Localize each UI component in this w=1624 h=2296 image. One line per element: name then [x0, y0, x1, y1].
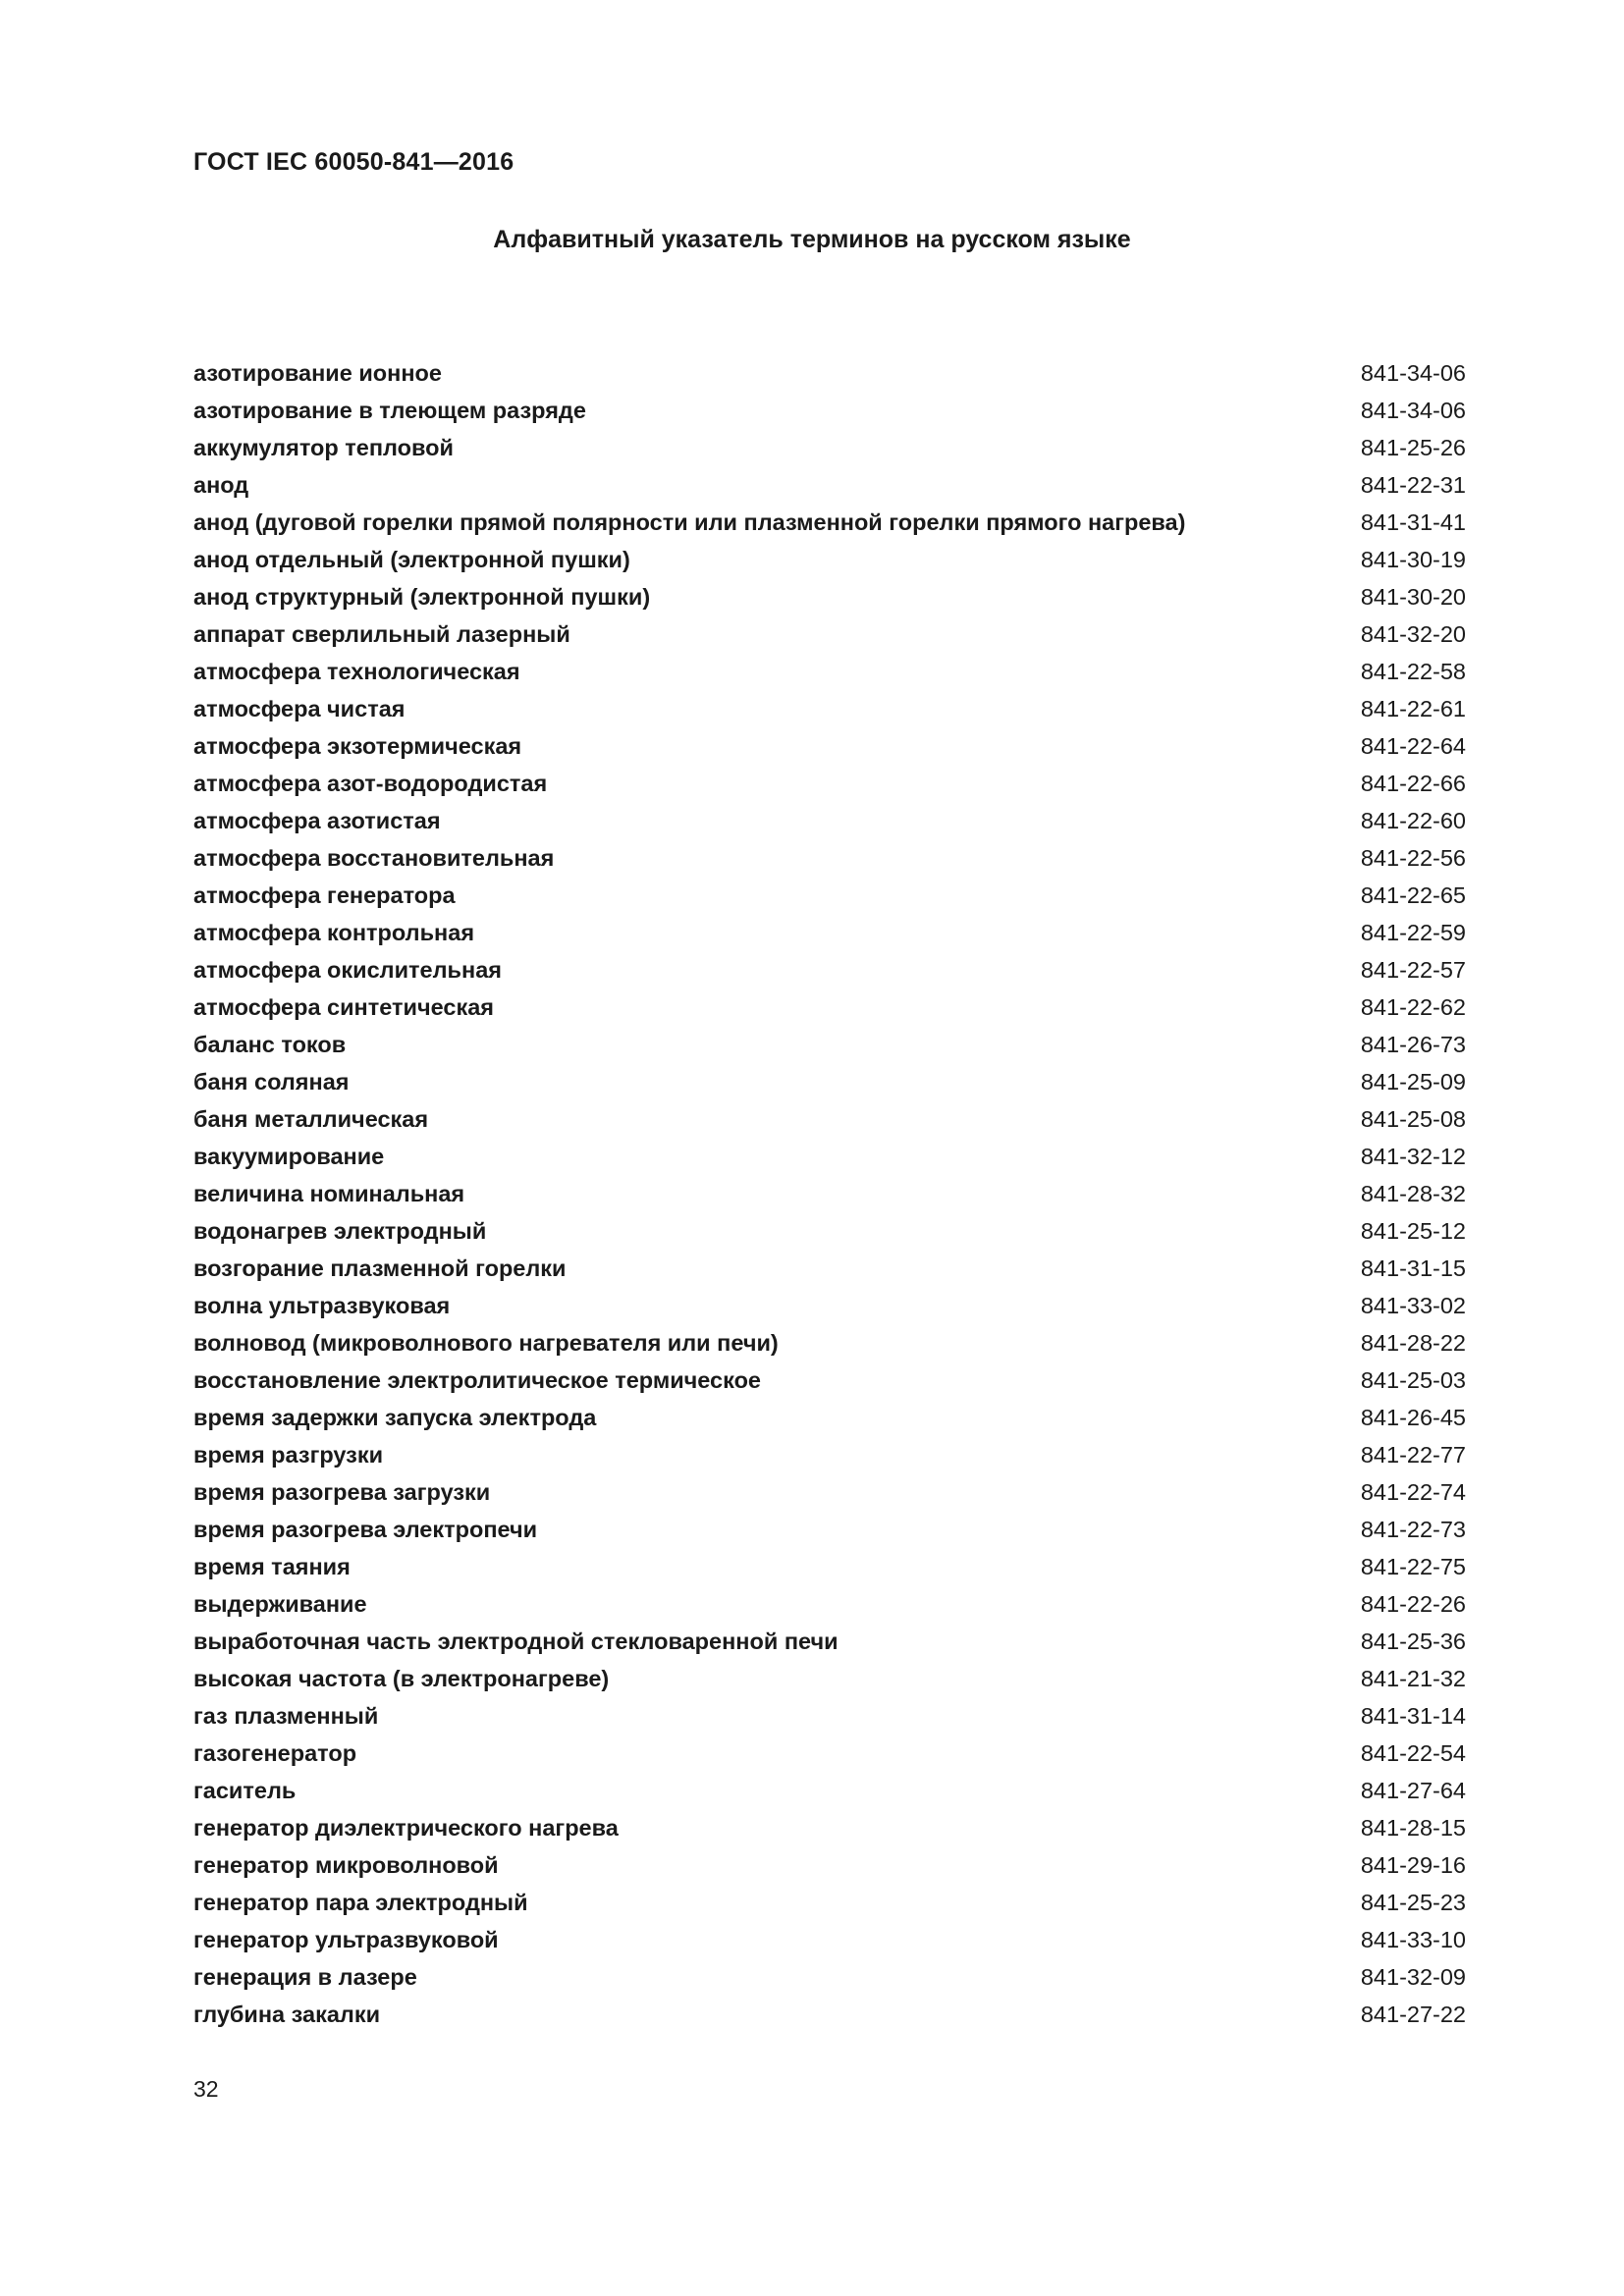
entry-code: 841-22-59: [1360, 919, 1466, 945]
entry-code: 841-25-36: [1360, 1628, 1466, 1654]
entry-code: 841-22-74: [1360, 1478, 1466, 1505]
entry-term: выработочная часть электродной стекловаренной печи: [193, 1628, 839, 1654]
entry-code: 841-31-14: [1360, 1702, 1466, 1729]
entry-term: волновод (микроволнового нагревателя или печи): [193, 1329, 779, 1356]
entry-code: 841-27-22: [1360, 2001, 1466, 2027]
index-entry: [193, 578, 1466, 615]
index-entry: [193, 1623, 1466, 1660]
index-entry: [193, 1548, 1466, 1585]
entry-term: время разогрева электропечи: [193, 1516, 538, 1542]
entry-term: генератор микроволновой: [193, 1851, 499, 1878]
index-entry: [193, 1362, 1466, 1399]
document-code: ГОСТ IEC 60050-841—2016: [193, 148, 514, 176]
entry-term: атмосфера контрольная: [193, 919, 475, 945]
entry-code: 841-33-10: [1360, 1926, 1466, 1952]
index-entry: [193, 1772, 1466, 1809]
entry-code: 841-26-73: [1360, 1031, 1466, 1057]
entry-term: азотирование ионное: [193, 359, 442, 386]
index-entry: [193, 1324, 1466, 1362]
index-entry: [193, 1100, 1466, 1138]
entry-term: азотирование в тлеющем разряде: [193, 397, 586, 423]
index-entry: [193, 615, 1466, 653]
index-entry: [193, 1884, 1466, 1921]
index-entry: [193, 802, 1466, 839]
entry-code: 841-34-06: [1360, 359, 1466, 386]
index-entry: [193, 727, 1466, 765]
entry-term: генератор ультразвуковой: [193, 1926, 499, 1952]
entry-term: атмосфера восстановительная: [193, 844, 555, 871]
index-entry: [193, 466, 1466, 504]
index-entry: [193, 1138, 1466, 1175]
entry-code: 841-32-09: [1360, 1963, 1466, 1990]
entry-term: генератор диэлектрического нагрева: [193, 1814, 619, 1841]
entry-code: 841-32-20: [1360, 620, 1466, 647]
entry-term: баня соляная: [193, 1068, 350, 1095]
index-entry: [193, 541, 1466, 578]
index-entry: [193, 1660, 1466, 1697]
index-entry: [193, 1473, 1466, 1511]
term-index-list: [193, 354, 1466, 2033]
index-entry: [193, 1399, 1466, 1436]
entry-code: 841-22-31: [1360, 471, 1466, 498]
index-entry: [193, 1287, 1466, 1324]
entry-term: гаситель: [193, 1777, 297, 1803]
entry-code: 841-21-32: [1360, 1665, 1466, 1691]
index-entry: [193, 914, 1466, 951]
entry-term: аппарат сверлильный лазерный: [193, 620, 570, 647]
entry-term: атмосфера азотистая: [193, 807, 441, 833]
entry-term: атмосфера чистая: [193, 695, 406, 721]
entry-term: генерация в лазере: [193, 1963, 417, 1990]
entry-code: 841-30-20: [1360, 583, 1466, 610]
entry-term: время разогрева загрузки: [193, 1478, 491, 1505]
entry-term: анод: [193, 471, 249, 498]
entry-term: время таяния: [193, 1553, 351, 1579]
entry-term: атмосфера экзотермическая: [193, 732, 522, 759]
entry-code: 841-31-41: [1360, 508, 1466, 535]
entry-term: газ плазменный: [193, 1702, 379, 1729]
index-entry: [193, 1697, 1466, 1735]
entry-term: генератор пара электродный: [193, 1889, 528, 1915]
entry-term: возгорание плазменной горелки: [193, 1255, 567, 1281]
index-entry: [193, 1511, 1466, 1548]
index-entry: [193, 690, 1466, 727]
index-entry: [193, 1921, 1466, 1958]
index-entry: [193, 1436, 1466, 1473]
index-entry: [193, 392, 1466, 429]
entry-code: 841-22-66: [1360, 770, 1466, 796]
entry-code: 841-30-19: [1360, 546, 1466, 572]
entry-term: атмосфера технологическая: [193, 658, 520, 684]
entry-code: 841-22-57: [1360, 956, 1466, 983]
entry-term: анод отдельный (электронной пушки): [193, 546, 630, 572]
entry-term: газогенератор: [193, 1739, 357, 1766]
index-entry: [193, 1026, 1466, 1063]
index-entry: [193, 988, 1466, 1026]
entry-code: 841-22-61: [1360, 695, 1466, 721]
index-entry: [193, 1809, 1466, 1846]
entry-code: 841-25-23: [1360, 1889, 1466, 1915]
index-entry: [193, 1958, 1466, 1996]
entry-code: 841-31-15: [1360, 1255, 1466, 1281]
entry-code: 841-29-16: [1360, 1851, 1466, 1878]
entry-code: 841-22-73: [1360, 1516, 1466, 1542]
entry-code: 841-22-65: [1360, 881, 1466, 908]
entry-term: атмосфера генератора: [193, 881, 456, 908]
index-entry: [193, 1996, 1466, 2033]
entry-term: баланс токов: [193, 1031, 347, 1057]
entry-code: 841-22-75: [1360, 1553, 1466, 1579]
index-entry: [193, 429, 1466, 466]
entry-code: 841-33-02: [1360, 1292, 1466, 1318]
entry-code: 841-22-62: [1360, 993, 1466, 1020]
entry-term: глубина закалки: [193, 2001, 381, 2027]
entry-term: атмосфера окислительная: [193, 956, 502, 983]
entry-code: 841-25-09: [1360, 1068, 1466, 1095]
entry-code: 841-25-26: [1360, 434, 1466, 460]
entry-term: время разгрузки: [193, 1441, 384, 1468]
entry-term: время задержки запуска электрода: [193, 1404, 597, 1430]
entry-term: баня металлическая: [193, 1105, 429, 1132]
entry-term: анод (дуговой горелки прямой полярности или плазменной горелки прямого нагрева): [193, 508, 1186, 535]
entry-term: атмосфера синтетическая: [193, 993, 494, 1020]
entry-code: 841-22-56: [1360, 844, 1466, 871]
entry-code: 841-32-12: [1360, 1143, 1466, 1169]
entry-code: 841-22-77: [1360, 1441, 1466, 1468]
index-entry: [193, 504, 1466, 541]
entry-code: 841-26-45: [1360, 1404, 1466, 1430]
index-entry: [193, 765, 1466, 802]
index-entry: [193, 354, 1466, 392]
entry-code: 841-27-64: [1360, 1777, 1466, 1803]
entry-term: аккумулятор тепловой: [193, 434, 454, 460]
entry-code: 841-28-32: [1360, 1180, 1466, 1206]
entry-term: анод структурный (электронной пушки): [193, 583, 651, 610]
index-entry: [193, 1735, 1466, 1772]
entry-term: восстановление электролитическое термическое: [193, 1366, 761, 1393]
entry-term: выдерживание: [193, 1590, 367, 1617]
entry-code: 841-25-12: [1360, 1217, 1466, 1244]
entry-term: величина номинальная: [193, 1180, 465, 1206]
page-title: Алфавитный указатель терминов на русском языке: [493, 226, 1131, 253]
index-entry: [193, 1585, 1466, 1623]
index-entry: [193, 1212, 1466, 1250]
entry-code: 841-22-26: [1360, 1590, 1466, 1617]
entry-term: водонагрев электродный: [193, 1217, 487, 1244]
entry-code: 841-22-58: [1360, 658, 1466, 684]
entry-code: 841-28-22: [1360, 1329, 1466, 1356]
entry-code: 841-25-08: [1360, 1105, 1466, 1132]
index-entry: [193, 951, 1466, 988]
entry-code: 841-28-15: [1360, 1814, 1466, 1841]
index-entry: [193, 1063, 1466, 1100]
index-entry: [193, 1250, 1466, 1287]
entry-code: 841-22-54: [1360, 1739, 1466, 1766]
index-entry: [193, 653, 1466, 690]
entry-code: 841-22-64: [1360, 732, 1466, 759]
page-number: 32: [193, 2076, 219, 2102]
index-entry: [193, 1175, 1466, 1212]
entry-code: 841-25-03: [1360, 1366, 1466, 1393]
entry-term: высокая частота (в электронагреве): [193, 1665, 610, 1691]
entry-term: вакуумирование: [193, 1143, 385, 1169]
entry-code: 841-34-06: [1360, 397, 1466, 423]
entry-term: волна ультразвуковая: [193, 1292, 451, 1318]
index-entry: [193, 1846, 1466, 1884]
index-entry: [193, 877, 1466, 914]
entry-term: атмосфера азот-водородистая: [193, 770, 548, 796]
index-entry: [193, 839, 1466, 877]
entry-code: 841-22-60: [1360, 807, 1466, 833]
